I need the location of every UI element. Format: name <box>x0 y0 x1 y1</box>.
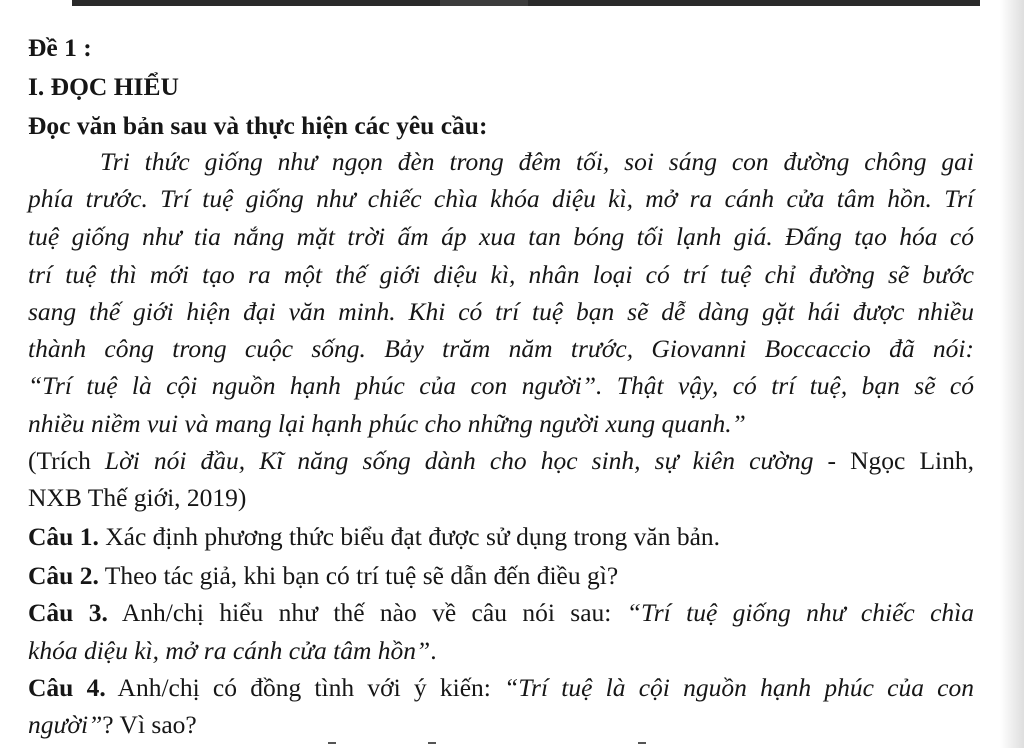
question-2-label: Câu 2. <box>28 561 99 590</box>
source-author: - Ngọc Linh, <box>813 446 974 475</box>
question-4-quote-a: “Trí tuệ là cội nguồn hạnh phúc của con <box>504 673 974 702</box>
question-3-line-2 <box>28 636 437 666</box>
passage-line-4: trí tuệ thì mới tạo ra một thế giới diệu kì, nhân loại có trí tuệ chỉ đường sẽ bước <box>28 260 974 289</box>
passage-line-6: thành công trong cuộc sống. Bảy trăm năm trước, Giovanni Boccaccio đã nói: <box>28 334 974 363</box>
passage-line-7: “Trí tuệ là cội nguồn hạnh phúc của con người”. Thật vậy, có trí tuệ, bạn sẽ có <box>28 371 974 400</box>
question-3-end: . <box>430 636 437 665</box>
source-publisher: NXB Thế giới, 2019) <box>28 483 247 512</box>
source-title: Lời nói đầu, Kĩ năng sống dành cho học sinh, sự kiên cường <box>104 446 814 475</box>
question-1 <box>28 522 720 552</box>
question-2-text: Theo tác giả, khi bạn có trí tuệ sẽ dẫn đến điều gì? <box>98 561 619 590</box>
question-4-end: ? Vì sao? <box>102 710 197 739</box>
question-4-line-1 <box>28 673 974 703</box>
question-3-quote-b: khóa diệu kì, mở ra cánh cửa tâm hồn” <box>28 636 431 665</box>
passage-line-1: Tri thức giống như ngọn đèn trong đêm tối, soi sáng con đường chông gai <box>100 147 974 176</box>
question-3-quote-a: “Trí tuệ giống như chiếc chìa <box>626 598 974 627</box>
cut-off-next-line <box>300 742 700 748</box>
question-3-text: Anh/chị hiểu như thế nào về câu nói sau: <box>107 598 627 627</box>
section-title: I. ĐỌC HIỂU <box>28 72 179 101</box>
question-4-line-2 <box>28 710 197 740</box>
page-edge-shadow <box>1000 0 1024 748</box>
source-prefix: (Trích <box>28 446 105 475</box>
question-3-line-1 <box>28 598 974 628</box>
question-1-text: Xác định phương thức biểu đạt được sử dụng trong văn bản. <box>98 522 721 551</box>
question-4-label: Câu 4. <box>28 673 106 702</box>
top-border-highlight <box>440 0 528 6</box>
question-2 <box>28 561 618 591</box>
passage-line-5: sang thế giới hiện đại văn minh. Khi có trí tuệ bạn sẽ dễ dàng gặt hái được nhiều <box>28 297 974 326</box>
passage-line-3: tuệ giống như tia nắng mặt trời ấm áp xua tan bóng tối lạnh giá. Đấng tạo hóa có <box>28 222 974 251</box>
question-3-label: Câu 3. <box>28 598 108 627</box>
question-4-quote-b: người” <box>28 710 103 739</box>
exam-title: Đề 1 : <box>28 33 92 62</box>
question-4-text: Anh/chị có đồng tình với ý kiến: <box>105 673 505 702</box>
passage-line-2: phía trước. Trí tuệ giống như chiếc chìa khóa diệu kì, mở ra cánh cửa tâm hồn. Trí <box>28 184 974 213</box>
instruction: Đọc văn bản sau và thực hiện các yêu cầu: <box>28 111 488 140</box>
source-citation <box>28 446 974 476</box>
question-1-label: Câu 1. <box>28 522 99 551</box>
passage-line-8: nhiều niềm vui và mang lại hạnh phúc cho những người xung quanh.” <box>28 409 746 438</box>
